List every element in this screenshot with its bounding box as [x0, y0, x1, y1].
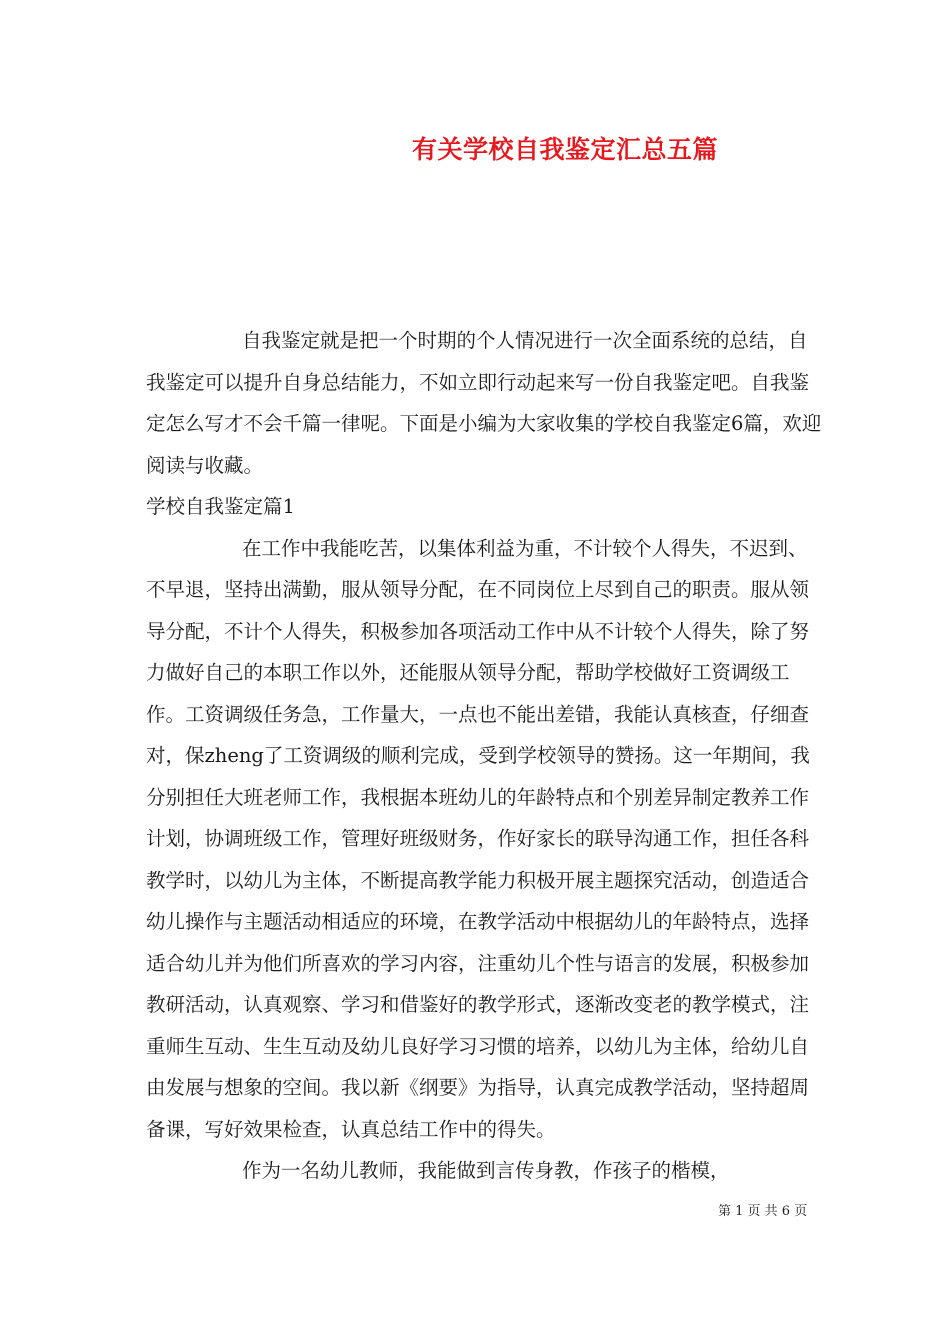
body-paragraph: 在工作中我能吃苦，以集体利益为重，不计较个人得失，不迟到、不早退，坚持出满勤，服从领导分配，在不同岗位上尽到自己的职责。服从领导分配，不计个人得失，积极参加各项活动工作中从不计较个人得失，除了努力做好自己的本职工作以外，还能服从领导分配，帮助学校做好工资调级工作。工资调级任务急，工作量大，一点也不能出差错，我能认真核查，仔细查对，保zheng了工资调级的顺利完成，受到学校领导的赞扬。这一年期间，我分别担任大班老师工作，我根据本班幼儿的年龄特点和个别差异制定教养工作计划，协调班级工作，管理好班级财务，作好家长的联导沟通工作，担任各科教学时，以幼儿为主体，不断提高教学能力积极开展主题探究活动，创造适合幼儿操作与主题活动相适应的环境，在教学活动中根据幼儿的年龄特点，选择适合幼儿并为他们所喜欢的学习内容，注重幼儿个性与语言的发展，积极参加教研活动，认真观察、学习和借鉴好的教学形式，逐渐改变老的教学模式，注重师生互动、生生互动及幼儿良好学习习惯的培养，以幼儿为主体，给幼儿自由发展与想象的空间。我以新《纲要》为指导，认真完成教学活动，坚持超周备课，写好效果检查，认真总结工作中的得失。 — [146, 536, 810, 1141]
page-title: 有关学校自我鉴定汇总五篇 — [411, 135, 718, 164]
document-body — [146, 320, 826, 1192]
page-number: 第 1 页 共 6 页 — [718, 1204, 808, 1219]
body-paragraph: 作为一名幼儿教师，我能做到言传身教，作孩子的楷模， — [242, 1159, 730, 1182]
section-heading: 学校自我鉴定篇1 — [146, 495, 295, 518]
intro-paragraph: 自我鉴定就是把一个时期的个人情况进行一次全面系统的总结，自我鉴定可以提升自身总结能力，不如立即行动起来写一份自我鉴定吧。自我鉴定怎么写才不会千篇一律呢。下面是小编为大家收集的学校自我鉴定6篇，欢迎阅读与收藏。 — [146, 329, 822, 477]
